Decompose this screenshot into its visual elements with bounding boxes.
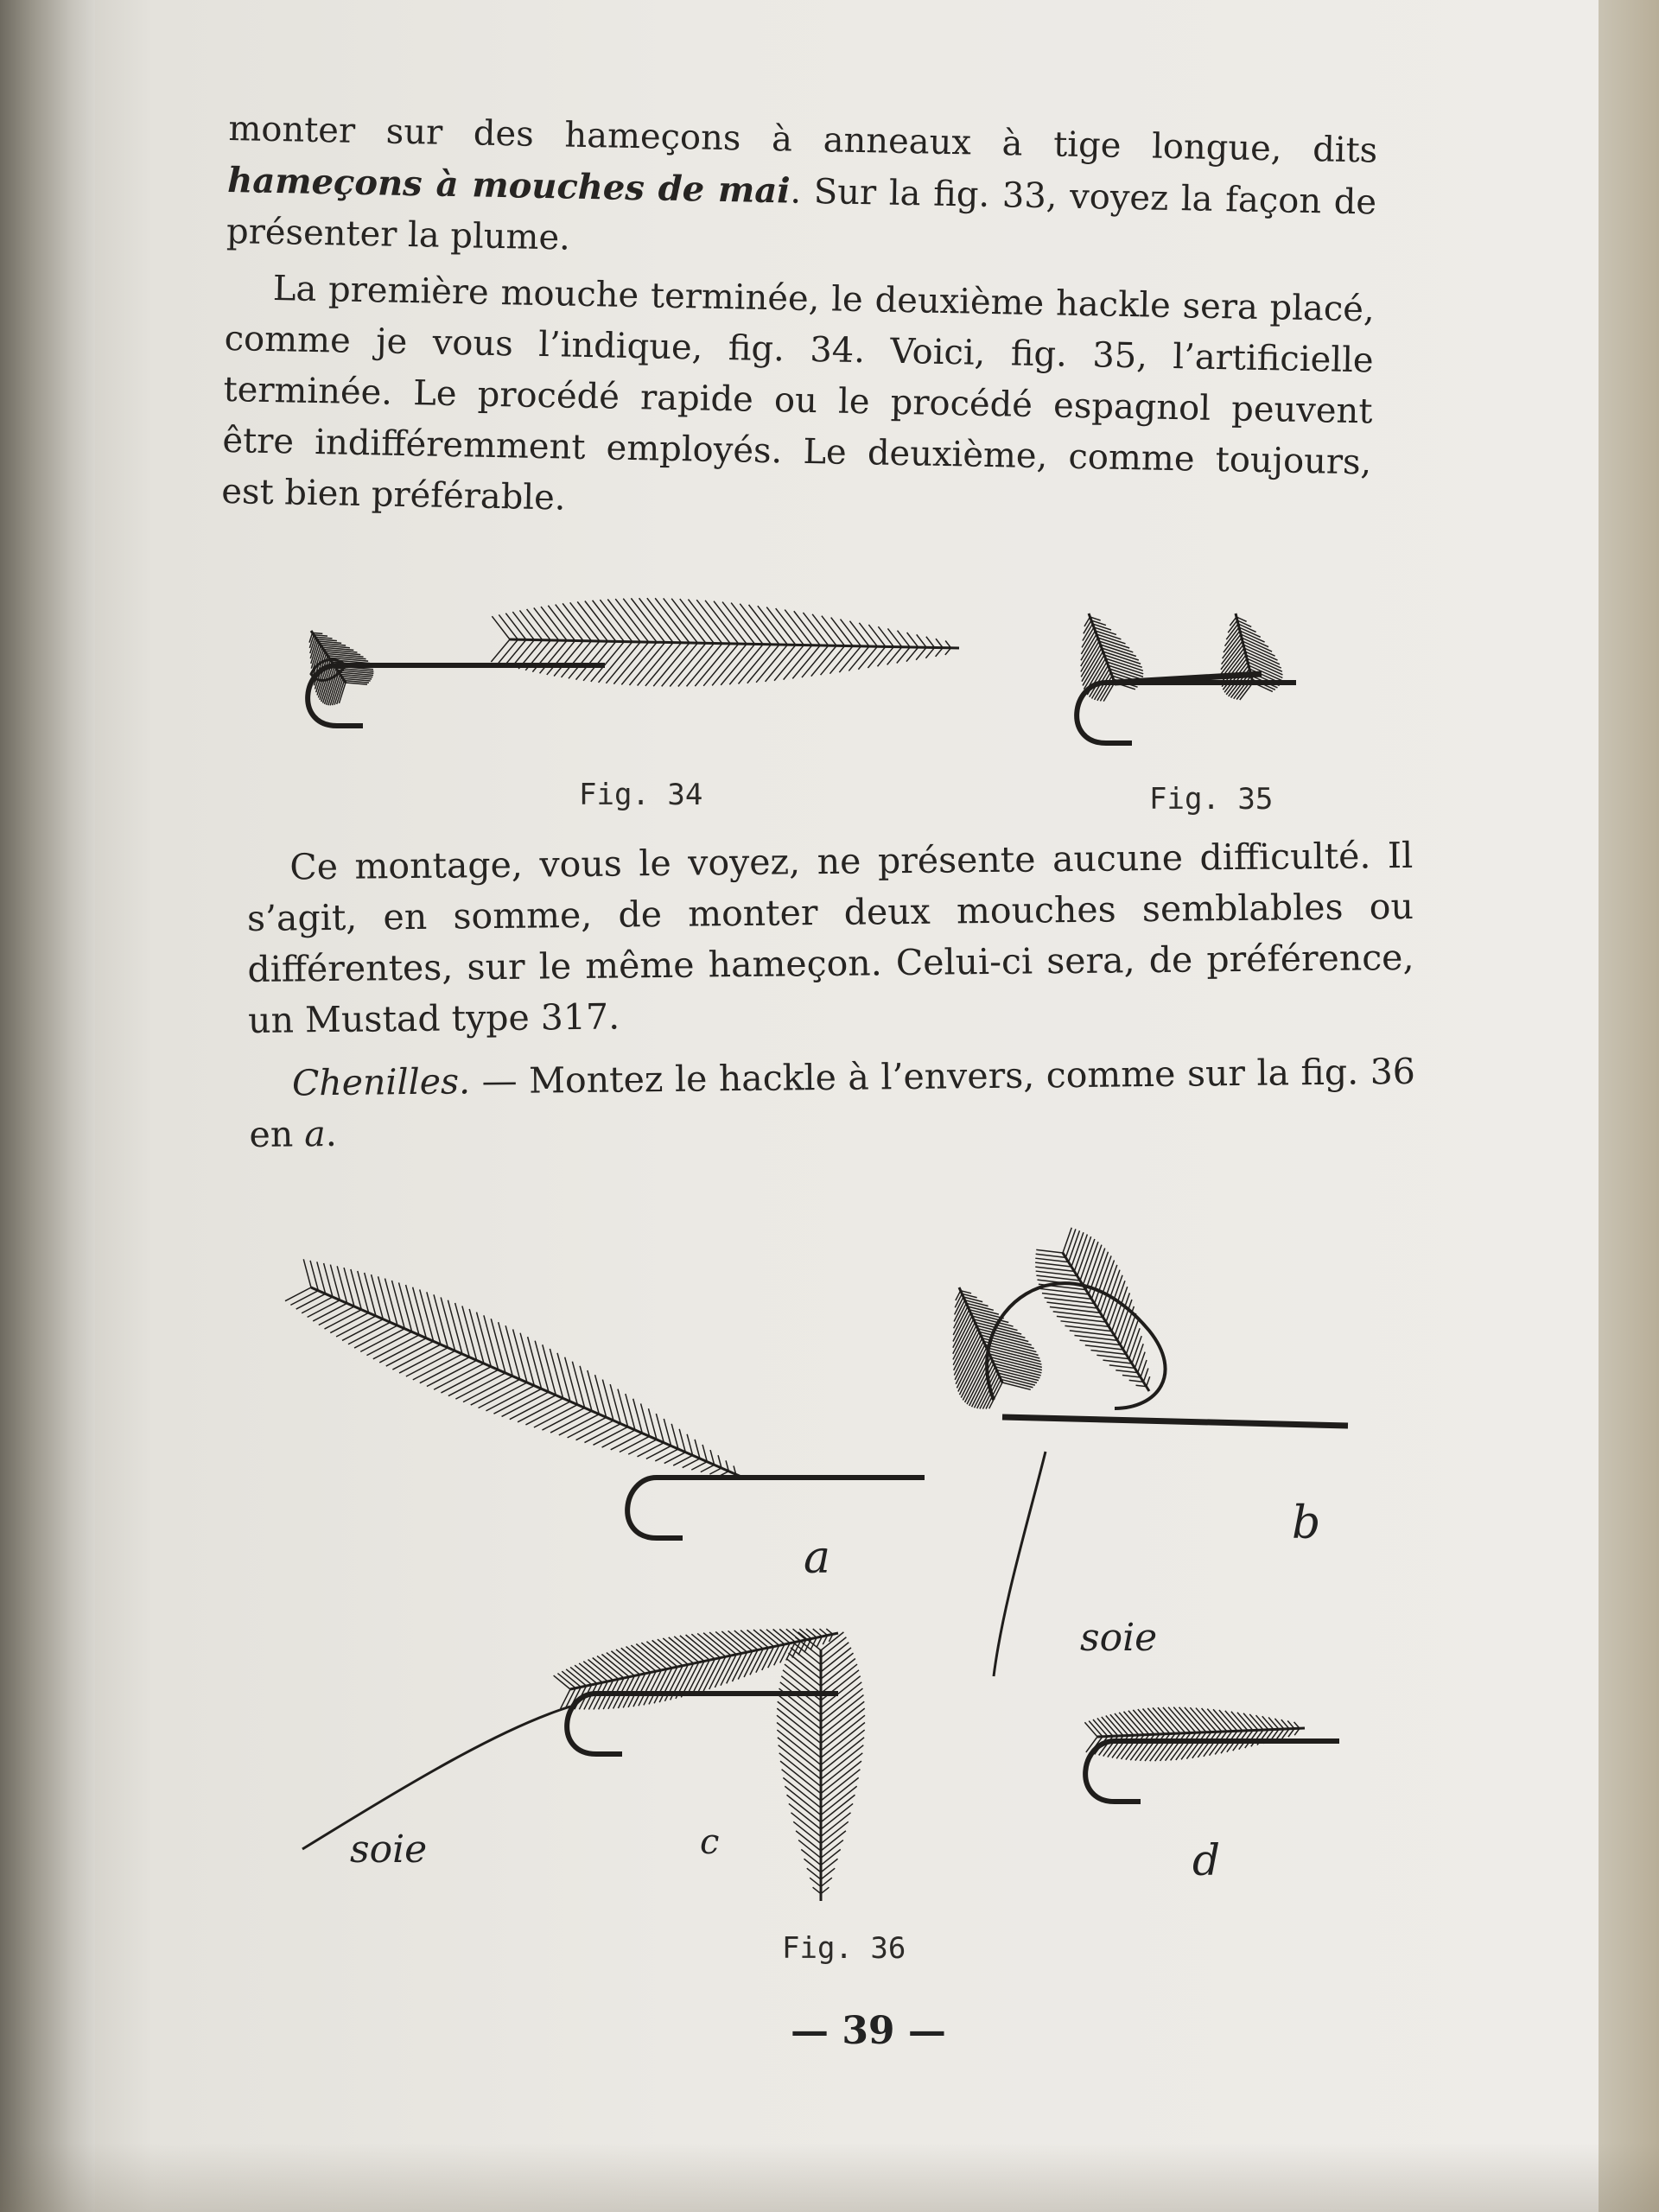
fig35-caption: Fig. 35 bbox=[1149, 782, 1274, 817]
fig36b-hackle-left-barbs bbox=[953, 1291, 1042, 1409]
desk-surface bbox=[1599, 0, 1659, 2212]
fig35-illustration bbox=[1063, 588, 1339, 760]
fig36b-shank bbox=[1002, 1417, 1348, 1426]
label-c: c bbox=[700, 1822, 720, 1862]
fig36b-hackle-right-barbs bbox=[1035, 1228, 1150, 1387]
paragraph-3: Ce montage, vous le voyez, ne présente aucune difficulté. Il s’agit, en somme, de monter deux mouches semblables ou différentes, sur le même hameçon. Celui-ci sera, de préférence, un Mustad type 317. bbox=[246, 834, 1414, 1041]
fig36b-silk bbox=[994, 1452, 1046, 1676]
fig36a-hook bbox=[627, 1478, 925, 1538]
page-number: — 39 — bbox=[791, 2009, 946, 2053]
fig36-illustration bbox=[285, 1192, 1408, 1884]
emphasis-text: hameçons à mouches de mai bbox=[226, 159, 791, 212]
middle-text-block bbox=[246, 830, 1416, 1160]
fig35-hackle-back-barbs bbox=[1221, 617, 1283, 700]
label-soie-bottom: soie bbox=[350, 1827, 428, 1872]
label-soie-top: soie bbox=[1080, 1616, 1158, 1660]
fig36c-silk bbox=[302, 1707, 570, 1849]
section-label: Chenilles. bbox=[291, 1060, 471, 1104]
fig34-illustration bbox=[285, 579, 959, 769]
fig34-hook bbox=[308, 665, 605, 726]
label-b: b bbox=[1292, 1497, 1321, 1549]
paragraph-1: monter sur des hameçons à anneaux à tige longue, dits hameçons à mouches de mai. Sur la fig. 33, voyez la façon de présenter la plume. bbox=[226, 108, 1378, 258]
paragraph-4: Chenilles. — Montez le hackle à l’envers, comme sur la fig. 36 en a. bbox=[249, 1050, 1416, 1155]
fig34-loose-feather-barbs bbox=[491, 598, 950, 686]
book-spine-shadow bbox=[0, 0, 95, 2212]
label-a: a bbox=[804, 1532, 831, 1584]
top-text-block bbox=[221, 104, 1378, 539]
paragraph-2: La première mouche terminée, le deuxième hackle sera placé, comme je vous l’indique, fig. 34. Voici, fig. 35, l’artificielle terminée. Le procédé rapide ou le procédé espagnol peuvent être indifféremment employés. Le deuxième, comme toujours, est bien préférable. bbox=[220, 269, 1376, 518]
fig36-caption: Fig. 36 bbox=[782, 1931, 906, 1966]
label-d: d bbox=[1192, 1835, 1221, 1885]
bottom-shadow bbox=[0, 2143, 1659, 2212]
fig34-caption: Fig. 34 bbox=[579, 778, 703, 812]
